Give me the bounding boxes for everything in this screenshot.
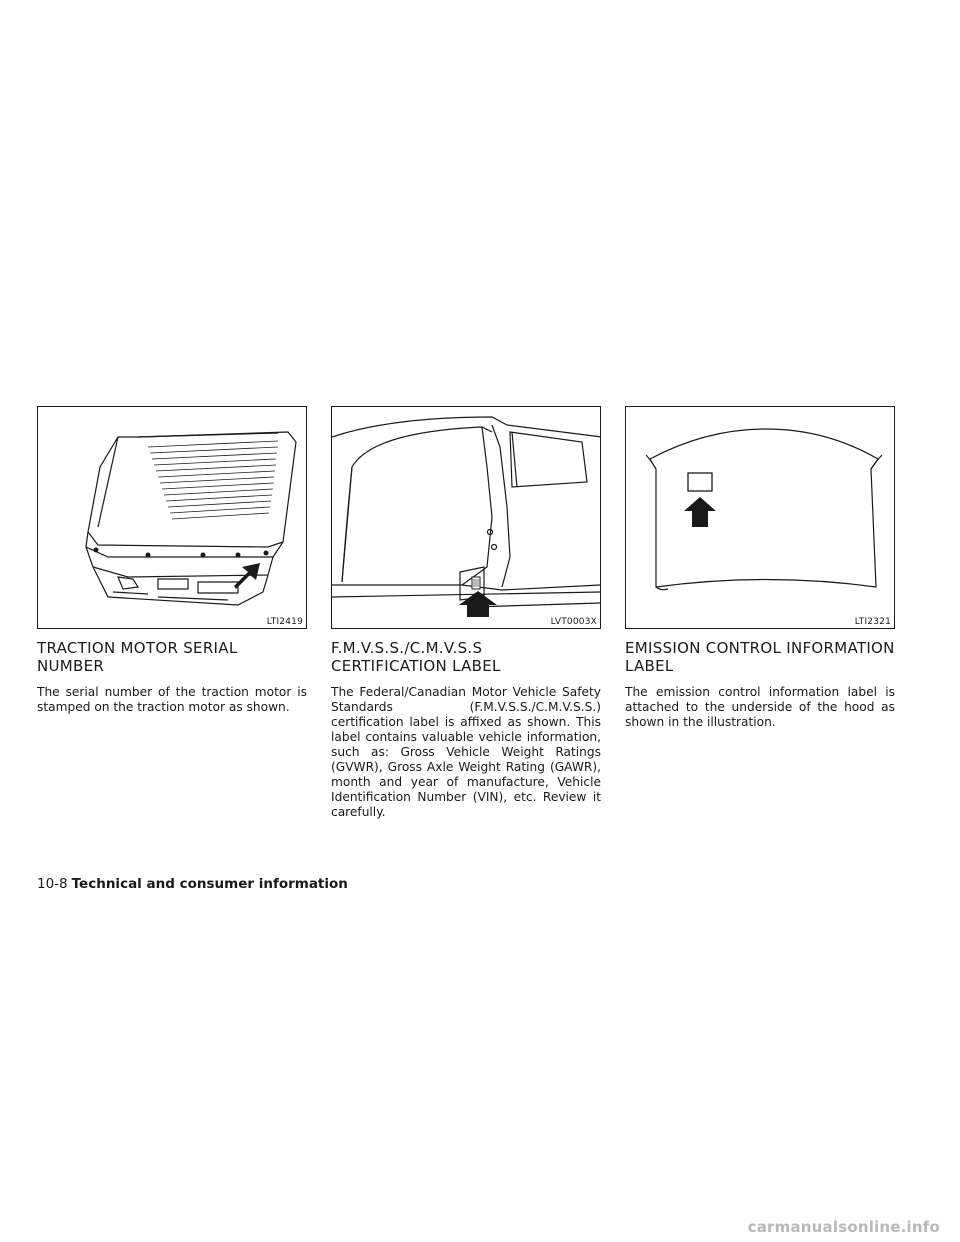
section-traction-motor (37, 406, 307, 715)
figure-traction-motor (37, 406, 307, 629)
page-footer (37, 876, 348, 892)
arrow-icon (684, 497, 716, 527)
section-title: TRACTION MOTOR SERIAL NUMBER (37, 639, 238, 675)
section-emission-label (625, 406, 895, 730)
figure-id: LTI2419 (266, 617, 303, 627)
motor-illustration (38, 407, 306, 628)
hood-illustration (626, 407, 894, 628)
section-body: The serial number of the traction motor is stamped on the traction motor as shown. (37, 685, 307, 714)
figure-id: LTI2321 (854, 617, 891, 627)
watermark: carmanualsonline.info (747, 1218, 940, 1236)
section-title: F.M.V.S.S./C.M.V.S.S CERTIFICATION LABEL (331, 639, 501, 675)
footer-section-title: Technical and consumer information (71, 876, 348, 892)
section-title: EMISSION CONTROL INFORMATION LABEL (625, 639, 895, 675)
section-certification-label (331, 406, 601, 820)
door-pillar-illustration (332, 407, 600, 628)
figure-door-pillar (331, 406, 601, 629)
figure-hood (625, 406, 895, 629)
section-body: The Federal/Canadian Motor Vehicle Safety Standards (F.M.V.S.S./C.M.V.S.S.) certification label is affixed as shown. This label contains valuable vehicle information, such as: Gross Vehicle Weight Ratings (GVWR), Gross Axle Weight Rating (GAWR), month and year of manufacture, Vehicle Identification Number (VIN), etc. Review it carefully. (331, 685, 601, 819)
page-number: 10-8 (37, 876, 68, 892)
figure-id: LVT0003X (550, 617, 597, 627)
section-body: The emission control information label is attached to the underside of the hood as shown in the illustration. (625, 685, 895, 729)
